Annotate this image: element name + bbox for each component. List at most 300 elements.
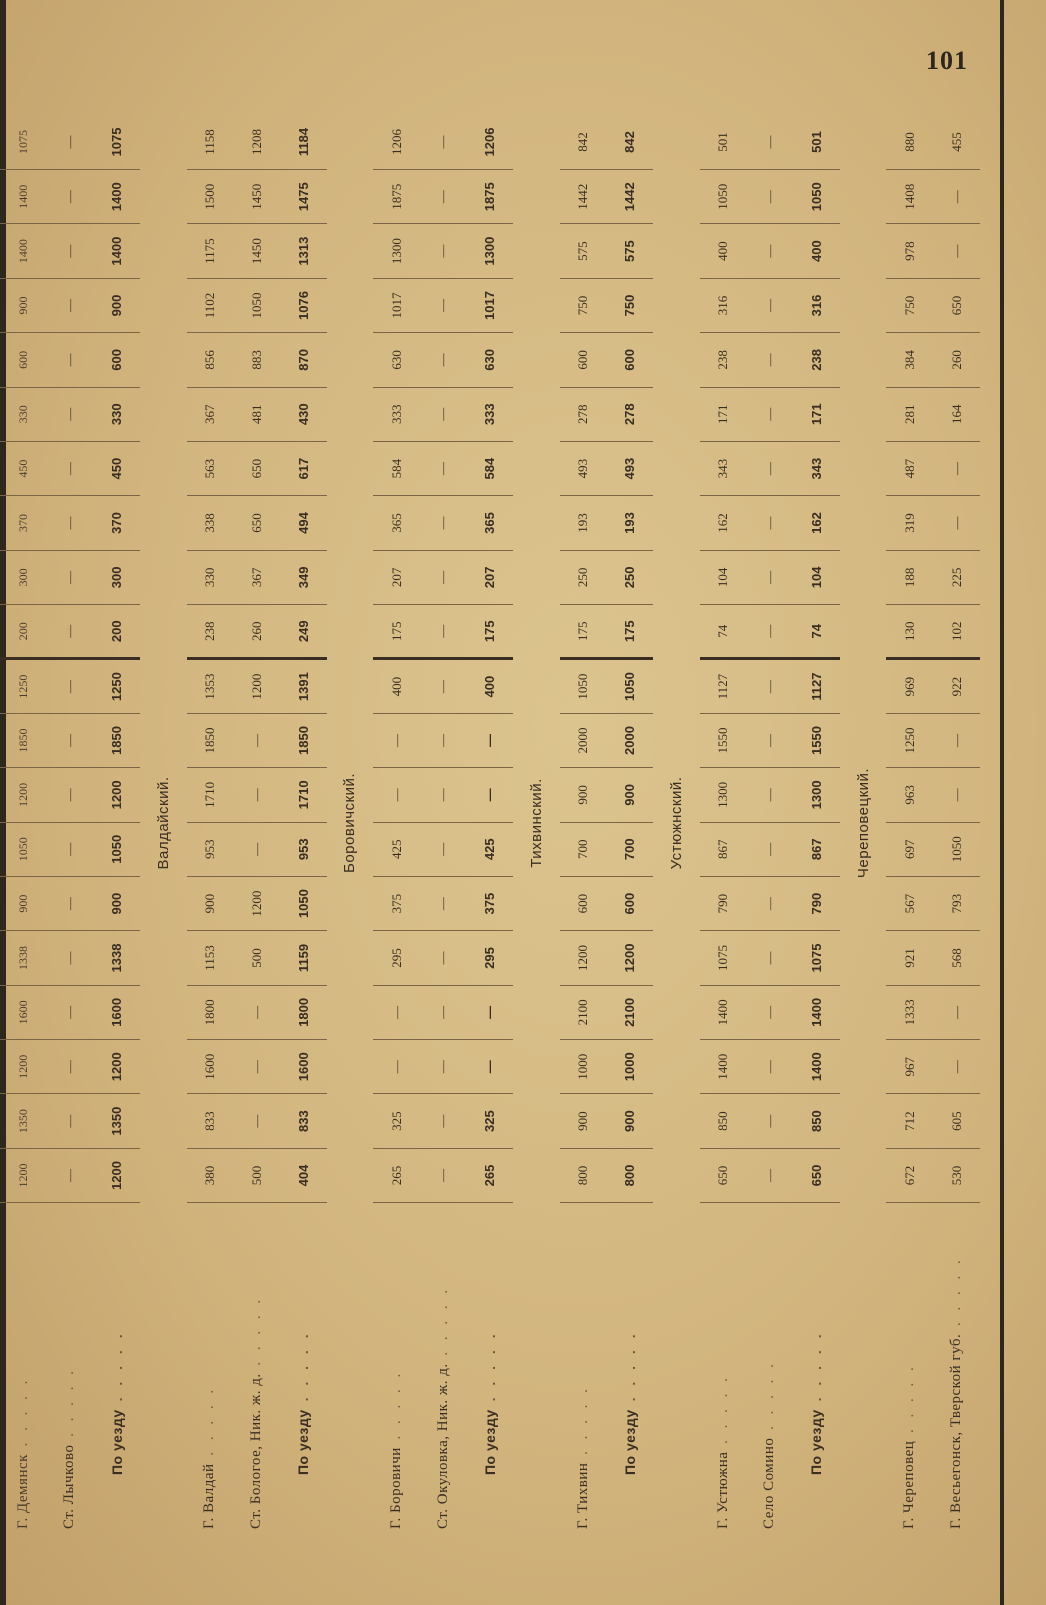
district-name bbox=[840, 115, 887, 1535]
value-cell: 850 bbox=[700, 1094, 747, 1148]
value-cell: 833 bbox=[280, 1094, 327, 1148]
value-cell: 900 bbox=[187, 876, 234, 930]
value-cell: — bbox=[47, 1040, 94, 1094]
value-cell: 584 bbox=[467, 441, 514, 495]
value-cell: 175 bbox=[607, 605, 654, 659]
value-cell: 349 bbox=[280, 550, 327, 604]
value-cell: 343 bbox=[700, 441, 747, 495]
district-total-row bbox=[467, 115, 514, 1535]
value-cell: — bbox=[47, 333, 94, 387]
value-cell: 370 bbox=[0, 496, 47, 550]
place-name bbox=[700, 1203, 747, 1535]
value-cell: — bbox=[747, 659, 794, 713]
value-cell: 867 bbox=[700, 822, 747, 876]
value-cell: 1550 bbox=[700, 713, 747, 767]
value-cell: 1200 bbox=[0, 1148, 47, 1202]
value-cell: 575 bbox=[607, 224, 654, 278]
value-cell: 1127 bbox=[700, 659, 747, 713]
value-cell: 900 bbox=[607, 768, 654, 822]
value-cell: 1400 bbox=[793, 1040, 840, 1094]
value-cell: 325 bbox=[467, 1094, 514, 1148]
value-cell: 225 bbox=[933, 550, 980, 604]
value-cell: 1710 bbox=[280, 768, 327, 822]
value-cell: 1050 bbox=[700, 170, 747, 224]
value-cell: — bbox=[373, 768, 420, 822]
value-cell: — bbox=[233, 768, 280, 822]
leader-dots: . . . . . bbox=[14, 1376, 31, 1455]
value-cell: 1159 bbox=[280, 931, 327, 985]
district-name bbox=[327, 115, 374, 1535]
place-name-text: Валдайский. bbox=[154, 776, 172, 870]
leader-dots: . . . . . bbox=[434, 1285, 451, 1364]
district-name bbox=[513, 115, 560, 1535]
value-cell: — bbox=[47, 550, 94, 604]
value-cell: — bbox=[47, 278, 94, 332]
value-cell: 1800 bbox=[187, 985, 234, 1039]
value-cell: 1200 bbox=[93, 768, 140, 822]
value-cell: — bbox=[747, 1148, 794, 1202]
table-row bbox=[187, 115, 234, 1535]
value-cell: 1391 bbox=[280, 659, 327, 713]
value-cell: 278 bbox=[560, 387, 607, 441]
value-cell: 1350 bbox=[93, 1094, 140, 1148]
value-cell: — bbox=[420, 1148, 467, 1202]
value-cell: 1400 bbox=[0, 224, 47, 278]
place-name bbox=[373, 1203, 420, 1535]
value-cell: — bbox=[933, 1040, 980, 1094]
value-cell: 1850 bbox=[187, 713, 234, 767]
value-cell: 1200 bbox=[93, 1040, 140, 1094]
place-name bbox=[420, 1203, 467, 1535]
value-cell: 1450 bbox=[233, 170, 280, 224]
value-cell: — bbox=[747, 278, 794, 332]
value-cell: 900 bbox=[0, 876, 47, 930]
value-cell: 1075 bbox=[793, 931, 840, 985]
value-cell: 1200 bbox=[233, 659, 280, 713]
value-cell: 249 bbox=[280, 605, 327, 659]
value-cell: 1875 bbox=[467, 170, 514, 224]
table-row bbox=[420, 115, 467, 1535]
value-cell: — bbox=[420, 768, 467, 822]
table-row bbox=[560, 115, 607, 1535]
value-cell: 1850 bbox=[280, 713, 327, 767]
place-name-text: Г. Весьегонск, Тверской губ. bbox=[948, 1333, 965, 1529]
value-cell: 793 bbox=[933, 876, 980, 930]
value-cell: 800 bbox=[607, 1148, 654, 1202]
district-header-row bbox=[327, 115, 374, 1535]
value-cell: 367 bbox=[233, 550, 280, 604]
value-cell: — bbox=[420, 441, 467, 495]
value-cell: — bbox=[420, 278, 467, 332]
value-cell: 102 bbox=[933, 605, 980, 659]
district-header-row bbox=[140, 115, 187, 1535]
leader-dots: . . . . . bbox=[574, 1385, 591, 1463]
place-name-text: Устюжнский. bbox=[668, 776, 686, 870]
value-cell: 1206 bbox=[373, 115, 420, 170]
value-cell: 400 bbox=[793, 224, 840, 278]
place-name-text: Г. Боровичи bbox=[388, 1447, 405, 1529]
value-cell: 1400 bbox=[700, 1040, 747, 1094]
value-cell: — bbox=[747, 387, 794, 441]
value-cell: 2000 bbox=[560, 713, 607, 767]
place-name bbox=[793, 1203, 840, 1535]
place-name bbox=[93, 1203, 140, 1535]
value-cell: 1017 bbox=[467, 278, 514, 332]
district-header-row bbox=[513, 115, 560, 1535]
value-cell: 1050 bbox=[93, 822, 140, 876]
value-cell: 1500 bbox=[187, 170, 234, 224]
value-cell: 1550 bbox=[793, 713, 840, 767]
value-cell: 900 bbox=[93, 278, 140, 332]
value-cell: 238 bbox=[793, 333, 840, 387]
value-cell: 1017 bbox=[373, 278, 420, 332]
value-cell: — bbox=[233, 1094, 280, 1148]
value-cell: 1050 bbox=[607, 659, 654, 713]
value-cell: 400 bbox=[373, 659, 420, 713]
value-cell: 384 bbox=[886, 333, 933, 387]
value-cell: 200 bbox=[0, 605, 47, 659]
value-cell: 1300 bbox=[373, 224, 420, 278]
value-cell: 238 bbox=[700, 333, 747, 387]
leader-dots: . . . . . bbox=[901, 1363, 918, 1441]
value-cell: 563 bbox=[187, 441, 234, 495]
value-cell: 1050 bbox=[233, 278, 280, 332]
value-cell: 1206 bbox=[467, 115, 514, 170]
value-cell: 1442 bbox=[607, 170, 654, 224]
value-cell: 325 bbox=[373, 1094, 420, 1148]
value-cell: 74 bbox=[793, 605, 840, 659]
value-cell: 171 bbox=[793, 387, 840, 441]
table-body bbox=[0, 115, 980, 1535]
value-cell: 856 bbox=[187, 333, 234, 387]
value-cell: 1338 bbox=[0, 931, 47, 985]
value-cell: — bbox=[420, 550, 467, 604]
value-cell: 295 bbox=[467, 931, 514, 985]
place-name-text: Г. Устюжна bbox=[714, 1451, 731, 1529]
value-cell: — bbox=[420, 713, 467, 767]
place-name-text: Тихвинский. bbox=[528, 778, 546, 868]
value-cell: 900 bbox=[93, 876, 140, 930]
value-cell: 1442 bbox=[560, 170, 607, 224]
value-cell: 1400 bbox=[93, 224, 140, 278]
value-cell: 567 bbox=[886, 876, 933, 930]
value-cell: — bbox=[47, 387, 94, 441]
statistics-table bbox=[0, 115, 980, 1535]
table-row bbox=[373, 115, 420, 1535]
value-cell: — bbox=[933, 441, 980, 495]
value-cell: 790 bbox=[700, 876, 747, 930]
value-cell: 164 bbox=[933, 387, 980, 441]
value-cell: 700 bbox=[607, 822, 654, 876]
value-cell: 207 bbox=[467, 550, 514, 604]
value-cell: 953 bbox=[280, 822, 327, 876]
value-cell: 1400 bbox=[700, 985, 747, 1039]
value-cell: — bbox=[373, 985, 420, 1039]
value-cell: 1475 bbox=[280, 170, 327, 224]
value-cell: 1000 bbox=[607, 1040, 654, 1094]
value-cell: 74 bbox=[700, 605, 747, 659]
value-cell: 425 bbox=[467, 822, 514, 876]
value-cell: 650 bbox=[793, 1148, 840, 1202]
value-cell: — bbox=[747, 441, 794, 495]
place-name-text: Село Сомино bbox=[761, 1437, 778, 1529]
value-cell: 193 bbox=[560, 496, 607, 550]
value-cell: 1600 bbox=[187, 1040, 234, 1094]
district-total-row bbox=[93, 115, 140, 1535]
value-cell: — bbox=[47, 985, 94, 1039]
value-cell: — bbox=[373, 713, 420, 767]
value-cell: 493 bbox=[560, 441, 607, 495]
value-cell: 650 bbox=[233, 441, 280, 495]
value-cell: 500 bbox=[233, 1148, 280, 1202]
value-cell: 365 bbox=[373, 496, 420, 550]
leader-dots: . . . . . bbox=[808, 1330, 825, 1410]
value-cell: — bbox=[420, 170, 467, 224]
value-cell: 1450 bbox=[233, 224, 280, 278]
value-cell: 1338 bbox=[93, 931, 140, 985]
district-total-row bbox=[280, 115, 327, 1535]
value-cell: 333 bbox=[373, 387, 420, 441]
place-name-text: Череповецкий. bbox=[854, 767, 872, 879]
value-cell: — bbox=[467, 768, 514, 822]
value-cell: 455 bbox=[933, 115, 980, 170]
value-cell: — bbox=[420, 333, 467, 387]
value-cell: — bbox=[47, 822, 94, 876]
value-cell: 750 bbox=[560, 278, 607, 332]
place-name bbox=[280, 1203, 327, 1535]
value-cell: 1050 bbox=[280, 876, 327, 930]
value-cell: 650 bbox=[933, 278, 980, 332]
value-cell: 316 bbox=[700, 278, 747, 332]
place-name bbox=[187, 1203, 234, 1535]
value-cell: 1102 bbox=[187, 278, 234, 332]
value-cell: 600 bbox=[0, 333, 47, 387]
value-cell: 1208 bbox=[233, 115, 280, 170]
value-cell: 1200 bbox=[607, 931, 654, 985]
value-cell: 501 bbox=[700, 115, 747, 170]
value-cell: — bbox=[747, 1040, 794, 1094]
value-cell: 430 bbox=[280, 387, 327, 441]
value-cell: — bbox=[47, 441, 94, 495]
value-cell: — bbox=[933, 713, 980, 767]
value-cell: 1076 bbox=[280, 278, 327, 332]
value-cell: 1400 bbox=[793, 985, 840, 1039]
value-cell: — bbox=[933, 768, 980, 822]
place-name-text: Ст. Окуловка, Ник. ж. д. bbox=[434, 1363, 451, 1529]
leader-dots: . . . . . bbox=[714, 1374, 731, 1452]
value-cell: 1850 bbox=[0, 713, 47, 767]
place-name-text: По уезду bbox=[808, 1409, 825, 1475]
value-cell: 238 bbox=[187, 605, 234, 659]
value-cell: 425 bbox=[373, 822, 420, 876]
value-cell: 104 bbox=[700, 550, 747, 604]
value-cell: — bbox=[747, 713, 794, 767]
value-cell: — bbox=[47, 659, 94, 713]
value-cell: — bbox=[933, 985, 980, 1039]
leader-dots: . . . . . bbox=[621, 1330, 638, 1410]
value-cell: 367 bbox=[187, 387, 234, 441]
value-cell: 1000 bbox=[560, 1040, 607, 1094]
value-cell: 207 bbox=[373, 550, 420, 604]
value-cell: 370 bbox=[93, 496, 140, 550]
value-cell: 800 bbox=[560, 1148, 607, 1202]
value-cell: — bbox=[47, 931, 94, 985]
value-cell: 900 bbox=[0, 278, 47, 332]
value-cell: 953 bbox=[187, 822, 234, 876]
place-name-text: Ст. Лычково bbox=[61, 1444, 78, 1529]
value-cell: — bbox=[47, 876, 94, 930]
value-cell: 900 bbox=[560, 768, 607, 822]
value-cell: — bbox=[933, 496, 980, 550]
value-cell: 2100 bbox=[607, 985, 654, 1039]
value-cell: — bbox=[467, 985, 514, 1039]
value-cell: 316 bbox=[793, 278, 840, 332]
leader-dots: . . . . . bbox=[201, 1385, 218, 1464]
value-cell: — bbox=[420, 876, 467, 930]
value-cell: 1050 bbox=[933, 822, 980, 876]
value-cell: — bbox=[747, 931, 794, 985]
value-cell: 1710 bbox=[187, 768, 234, 822]
value-cell: 1050 bbox=[0, 822, 47, 876]
value-cell: 375 bbox=[373, 876, 420, 930]
value-cell: 450 bbox=[0, 441, 47, 495]
value-cell: 1200 bbox=[233, 876, 280, 930]
place-name-text: Г. Валдай bbox=[201, 1463, 218, 1529]
value-cell: 333 bbox=[467, 387, 514, 441]
table-row bbox=[233, 115, 280, 1535]
place-name bbox=[747, 1203, 794, 1535]
value-cell: 1153 bbox=[187, 931, 234, 985]
value-cell: 1300 bbox=[793, 768, 840, 822]
district-header-row bbox=[653, 115, 700, 1535]
value-cell: — bbox=[233, 713, 280, 767]
value-cell: 833 bbox=[187, 1094, 234, 1148]
value-cell: 1600 bbox=[93, 985, 140, 1039]
value-cell: 1408 bbox=[886, 170, 933, 224]
value-cell: — bbox=[747, 115, 794, 170]
value-cell: 250 bbox=[607, 550, 654, 604]
value-cell: — bbox=[373, 1040, 420, 1094]
table-row bbox=[0, 115, 47, 1535]
value-cell: 1350 bbox=[0, 1094, 47, 1148]
place-name bbox=[560, 1203, 607, 1535]
value-cell: — bbox=[747, 333, 794, 387]
value-cell: 1800 bbox=[280, 985, 327, 1039]
value-cell: 1200 bbox=[0, 768, 47, 822]
value-cell: 130 bbox=[886, 605, 933, 659]
table-row bbox=[47, 115, 94, 1535]
value-cell: 672 bbox=[886, 1148, 933, 1202]
value-cell: 617 bbox=[280, 441, 327, 495]
value-cell: 967 bbox=[886, 1040, 933, 1094]
value-cell: — bbox=[420, 659, 467, 713]
district-total-row bbox=[607, 115, 654, 1535]
value-cell: 600 bbox=[560, 876, 607, 930]
leader-dots: . . . . . bbox=[61, 1366, 78, 1445]
value-cell: 750 bbox=[886, 278, 933, 332]
leader-dots: . . . . . bbox=[295, 1330, 312, 1410]
value-cell: — bbox=[467, 1040, 514, 1094]
value-cell: 630 bbox=[373, 333, 420, 387]
value-cell: 963 bbox=[886, 768, 933, 822]
value-cell: — bbox=[420, 1094, 467, 1148]
value-cell: — bbox=[933, 170, 980, 224]
place-name-text: Ст. Бологое, Ник. ж. д. bbox=[248, 1373, 265, 1529]
value-cell: — bbox=[47, 115, 94, 170]
value-cell: — bbox=[747, 822, 794, 876]
value-cell: 260 bbox=[933, 333, 980, 387]
value-cell: — bbox=[233, 822, 280, 876]
value-cell: 1875 bbox=[373, 170, 420, 224]
district-name bbox=[140, 115, 187, 1535]
value-cell: 870 bbox=[280, 333, 327, 387]
value-cell: 1850 bbox=[93, 713, 140, 767]
value-cell: 162 bbox=[793, 496, 840, 550]
value-cell: 494 bbox=[280, 496, 327, 550]
value-cell: — bbox=[933, 224, 980, 278]
leader-dots: . . . . . bbox=[108, 1330, 125, 1410]
value-cell: — bbox=[747, 1094, 794, 1148]
leader-dots: . . . . . bbox=[388, 1369, 405, 1448]
value-cell: 400 bbox=[700, 224, 747, 278]
value-cell: 295 bbox=[373, 931, 420, 985]
value-cell: 630 bbox=[467, 333, 514, 387]
value-cell: — bbox=[420, 931, 467, 985]
value-cell: 1075 bbox=[0, 115, 47, 170]
value-cell: 600 bbox=[93, 333, 140, 387]
value-cell: 697 bbox=[886, 822, 933, 876]
value-cell: — bbox=[420, 115, 467, 170]
value-cell: 883 bbox=[233, 333, 280, 387]
value-cell: — bbox=[47, 713, 94, 767]
place-name-text: Г. Демянск bbox=[14, 1454, 31, 1529]
value-cell: — bbox=[47, 496, 94, 550]
value-cell: — bbox=[420, 496, 467, 550]
value-cell: — bbox=[467, 713, 514, 767]
value-cell: 600 bbox=[607, 876, 654, 930]
value-cell: 712 bbox=[886, 1094, 933, 1148]
value-cell: 1313 bbox=[280, 224, 327, 278]
table-row bbox=[700, 115, 747, 1535]
value-cell: 750 bbox=[607, 278, 654, 332]
value-cell: 900 bbox=[560, 1094, 607, 1148]
leader-dots: . . . . . bbox=[248, 1295, 265, 1374]
value-cell: 700 bbox=[560, 822, 607, 876]
bottom-rule bbox=[1000, 0, 1004, 1605]
value-cell: 330 bbox=[187, 550, 234, 604]
value-cell: 1184 bbox=[280, 115, 327, 170]
value-cell: 250 bbox=[560, 550, 607, 604]
value-cell: 338 bbox=[187, 496, 234, 550]
value-cell: — bbox=[47, 605, 94, 659]
table-row bbox=[886, 115, 933, 1535]
value-cell: 188 bbox=[886, 550, 933, 604]
value-cell: 493 bbox=[607, 441, 654, 495]
value-cell: 1158 bbox=[187, 115, 234, 170]
value-cell: — bbox=[747, 550, 794, 604]
value-cell: — bbox=[233, 1040, 280, 1094]
place-name-text: По уезду bbox=[295, 1409, 312, 1475]
value-cell: 605 bbox=[933, 1094, 980, 1148]
value-cell: 1200 bbox=[560, 931, 607, 985]
value-cell: 1050 bbox=[793, 170, 840, 224]
value-cell: 175 bbox=[560, 605, 607, 659]
value-cell: 300 bbox=[0, 550, 47, 604]
value-cell: 500 bbox=[233, 931, 280, 985]
value-cell: — bbox=[420, 387, 467, 441]
value-cell: — bbox=[747, 170, 794, 224]
value-cell: — bbox=[47, 1094, 94, 1148]
